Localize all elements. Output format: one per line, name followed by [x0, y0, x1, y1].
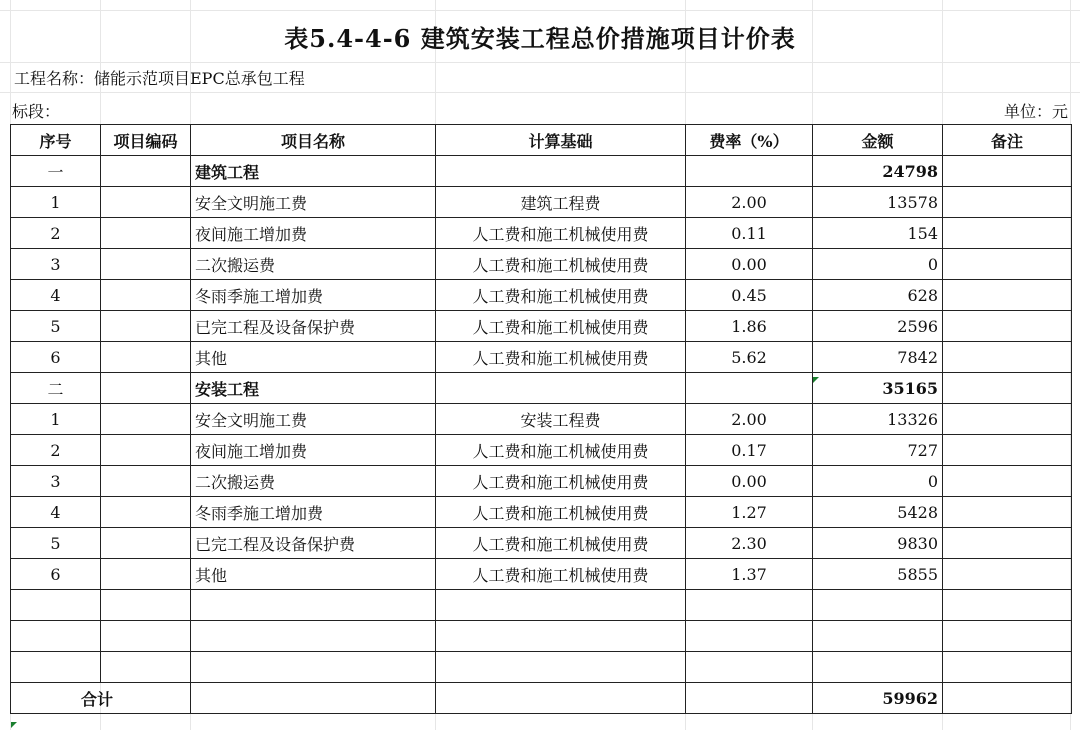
cell-code[interactable] — [101, 404, 191, 435]
cell-note[interactable] — [943, 249, 1072, 280]
cell-amount[interactable]: 2596 — [813, 311, 943, 342]
table-row — [11, 559, 1072, 590]
header-rate[interactable]: 费率（%） — [686, 125, 813, 156]
cell-code[interactable] — [101, 435, 191, 466]
header-name[interactable]: 项目名称 — [191, 125, 436, 156]
cell-rate[interactable]: 1.37 — [686, 559, 813, 590]
gridline — [0, 62, 1080, 63]
cell-no[interactable]: 6 — [11, 559, 101, 590]
cell-note[interactable] — [943, 404, 1072, 435]
table-row — [11, 156, 1072, 187]
unit-label: 单位：元 — [1003, 102, 1068, 121]
header-code[interactable]: 项目编码 — [101, 125, 191, 156]
cell-no[interactable]: 2 — [11, 435, 101, 466]
cell-no[interactable]: 5 — [11, 528, 101, 559]
cell-code[interactable] — [101, 373, 191, 404]
cell-code[interactable] — [101, 466, 191, 497]
cell-basis[interactable]: 人工费和施工机械使用费 — [436, 249, 686, 280]
cell-basis[interactable] — [436, 652, 686, 683]
cell-rate[interactable] — [686, 621, 813, 652]
cell-amount[interactable] — [813, 652, 943, 683]
cell-note[interactable] — [943, 652, 1072, 683]
cell-rate[interactable] — [686, 156, 813, 187]
table-row — [11, 497, 1072, 528]
cell-code[interactable] — [101, 187, 191, 218]
cell-rate[interactable]: 2.30 — [686, 528, 813, 559]
cell-basis[interactable]: 人工费和施工机械使用费 — [436, 435, 686, 466]
cell-rate[interactable] — [686, 590, 813, 621]
cell-code[interactable] — [101, 218, 191, 249]
project-name: 工程名称：储能示范项目EPC总承包工程 — [14, 69, 305, 88]
section-label: 标段： — [12, 102, 61, 121]
cell-note[interactable] — [943, 311, 1072, 342]
table-row — [11, 249, 1072, 280]
cell-name[interactable] — [191, 652, 436, 683]
cell-code[interactable] — [101, 156, 191, 187]
cell-amount[interactable]: 13578 — [813, 187, 943, 218]
cell-basis[interactable] — [436, 621, 686, 652]
cell-rate[interactable]: 2.00 — [686, 404, 813, 435]
cell-amount[interactable]: 24798 — [813, 156, 943, 187]
cell-note[interactable] — [943, 435, 1072, 466]
cell-name[interactable]: 安全文明施工费 — [191, 404, 436, 435]
table-row — [11, 280, 1072, 311]
cell-name[interactable]: 其他 — [191, 342, 436, 373]
cell-rate[interactable]: 0.11 — [686, 218, 813, 249]
cell-name[interactable]: 安全文明施工费 — [191, 187, 436, 218]
cell-rate[interactable]: 2.00 — [686, 187, 813, 218]
cell-note[interactable] — [943, 280, 1072, 311]
cell-note[interactable] — [943, 497, 1072, 528]
cell-no[interactable] — [11, 590, 101, 621]
cell-note[interactable] — [943, 373, 1072, 404]
cell-amount[interactable] — [813, 621, 943, 652]
cell-basis[interactable]: 人工费和施工机械使用费 — [436, 559, 686, 590]
cell-name[interactable]: 冬雨季施工增加费 — [191, 280, 436, 311]
cell-basis[interactable]: 人工费和施工机械使用费 — [436, 466, 686, 497]
total-empty-cell[interactable] — [191, 683, 436, 714]
cell-name[interactable] — [191, 621, 436, 652]
cell-code[interactable] — [101, 280, 191, 311]
cell-note[interactable] — [943, 528, 1072, 559]
cell-code[interactable] — [101, 621, 191, 652]
table-row — [11, 652, 1072, 683]
cell-rate[interactable]: 5.62 — [686, 342, 813, 373]
cell-rate[interactable]: 0.45 — [686, 280, 813, 311]
cell-name[interactable] — [191, 590, 436, 621]
table-row — [11, 435, 1072, 466]
cell-note[interactable] — [943, 466, 1072, 497]
cell-amount[interactable]: 154 — [813, 218, 943, 249]
cell-no[interactable]: 4 — [11, 497, 101, 528]
cell-name[interactable]: 夜间施工增加费 — [191, 218, 436, 249]
cell-no[interactable]: 5 — [11, 311, 101, 342]
cell-basis[interactable]: 人工费和施工机械使用费 — [436, 280, 686, 311]
table-row — [11, 187, 1072, 218]
total-row — [11, 683, 1072, 714]
cell-name[interactable]: 冬雨季施工增加费 — [191, 497, 436, 528]
total-amount[interactable]: 59962 — [813, 683, 943, 714]
cell-note[interactable] — [943, 218, 1072, 249]
cell-name[interactable]: 二次搬运费 — [191, 466, 436, 497]
cell-basis[interactable]: 人工费和施工机械使用费 — [436, 497, 686, 528]
cell-basis[interactable] — [436, 156, 686, 187]
cell-rate[interactable]: 0.17 — [686, 435, 813, 466]
total-empty-cell[interactable] — [943, 683, 1072, 714]
cell-note[interactable] — [943, 590, 1072, 621]
cell-basis[interactable]: 人工费和施工机械使用费 — [436, 218, 686, 249]
cell-basis[interactable]: 安装工程费 — [436, 404, 686, 435]
cell-code[interactable] — [101, 497, 191, 528]
cell-amount[interactable]: 35165 — [813, 373, 943, 404]
cell-amount[interactable]: 0 — [813, 466, 943, 497]
cell-basis[interactable]: 人工费和施工机械使用费 — [436, 342, 686, 373]
cell-rate[interactable]: 0.00 — [686, 466, 813, 497]
cell-code[interactable] — [101, 559, 191, 590]
header-basis[interactable]: 计算基础 — [436, 125, 686, 156]
cell-code[interactable] — [101, 342, 191, 373]
cell-no[interactable]: 二 — [11, 373, 101, 404]
cell-no[interactable]: 3 — [11, 249, 101, 280]
table-row — [11, 590, 1072, 621]
cell-basis[interactable] — [436, 373, 686, 404]
gridline — [0, 92, 1080, 93]
table-row — [11, 311, 1072, 342]
cell-indicator-icon — [813, 377, 819, 383]
cell-amount[interactable]: 9830 — [813, 528, 943, 559]
cell-no[interactable]: 4 — [11, 280, 101, 311]
table-row — [11, 621, 1072, 652]
cell-note[interactable] — [943, 621, 1072, 652]
cell-amount[interactable]: 13326 — [813, 404, 943, 435]
table-row — [11, 404, 1072, 435]
cell-amount[interactable]: 7842 — [813, 342, 943, 373]
cell-basis[interactable] — [436, 590, 686, 621]
cell-rate[interactable] — [686, 373, 813, 404]
cell-no[interactable]: 2 — [11, 218, 101, 249]
cell-no[interactable] — [11, 652, 101, 683]
cell-note[interactable] — [943, 342, 1072, 373]
cell-no[interactable]: 一 — [11, 156, 101, 187]
cell-rate[interactable]: 1.86 — [686, 311, 813, 342]
cell-amount[interactable]: 0 — [813, 249, 943, 280]
cell-indicator-icon — [11, 722, 17, 728]
cell-amount[interactable]: 628 — [813, 280, 943, 311]
total-label[interactable]: 合计 — [11, 683, 191, 714]
table-title: 表5.4-4-6 建筑安装工程总价措施项目计价表 — [284, 23, 796, 53]
header-no[interactable]: 序号 — [11, 125, 101, 156]
header-row — [11, 125, 1072, 156]
cell-rate[interactable]: 0.00 — [686, 249, 813, 280]
table-row — [11, 218, 1072, 249]
cell-amount[interactable]: 5428 — [813, 497, 943, 528]
cell-name[interactable]: 已完工程及设备保护费 — [191, 311, 436, 342]
total-empty-cell[interactable] — [436, 683, 686, 714]
cell-name[interactable]: 夜间施工增加费 — [191, 435, 436, 466]
measures-table — [10, 124, 1072, 714]
cell-code[interactable] — [101, 249, 191, 280]
table-row — [11, 528, 1072, 559]
cell-no[interactable]: 6 — [11, 342, 101, 373]
cell-basis[interactable]: 人工费和施工机械使用费 — [436, 311, 686, 342]
cell-code[interactable] — [101, 528, 191, 559]
cell-name[interactable]: 二次搬运费 — [191, 249, 436, 280]
cell-no[interactable]: 1 — [11, 187, 101, 218]
cell-basis[interactable]: 建筑工程费 — [436, 187, 686, 218]
cell-no[interactable] — [11, 621, 101, 652]
header-amount[interactable]: 金额 — [813, 125, 943, 156]
cell-name[interactable]: 其他 — [191, 559, 436, 590]
cell-code[interactable] — [101, 652, 191, 683]
cell-name[interactable]: 建筑工程 — [191, 156, 436, 187]
cell-no[interactable]: 3 — [11, 466, 101, 497]
cell-code[interactable] — [101, 311, 191, 342]
header-note[interactable]: 备注 — [943, 125, 1072, 156]
table-row — [11, 466, 1072, 497]
cell-name[interactable]: 安装工程 — [191, 373, 436, 404]
cell-amount[interactable]: 727 — [813, 435, 943, 466]
table-body — [11, 156, 1072, 714]
cell-note[interactable] — [943, 187, 1072, 218]
cell-note[interactable] — [943, 156, 1072, 187]
cell-note[interactable] — [943, 559, 1072, 590]
cell-no[interactable]: 1 — [11, 404, 101, 435]
table-row — [11, 373, 1072, 404]
cell-amount[interactable]: 5855 — [813, 559, 943, 590]
cell-amount[interactable] — [813, 590, 943, 621]
cell-name[interactable]: 已完工程及设备保护费 — [191, 528, 436, 559]
total-empty-cell[interactable] — [686, 683, 813, 714]
cell-basis[interactable]: 人工费和施工机械使用费 — [436, 528, 686, 559]
cell-rate[interactable] — [686, 652, 813, 683]
cell-code[interactable] — [101, 590, 191, 621]
cell-rate[interactable]: 1.27 — [686, 497, 813, 528]
table-row — [11, 342, 1072, 373]
